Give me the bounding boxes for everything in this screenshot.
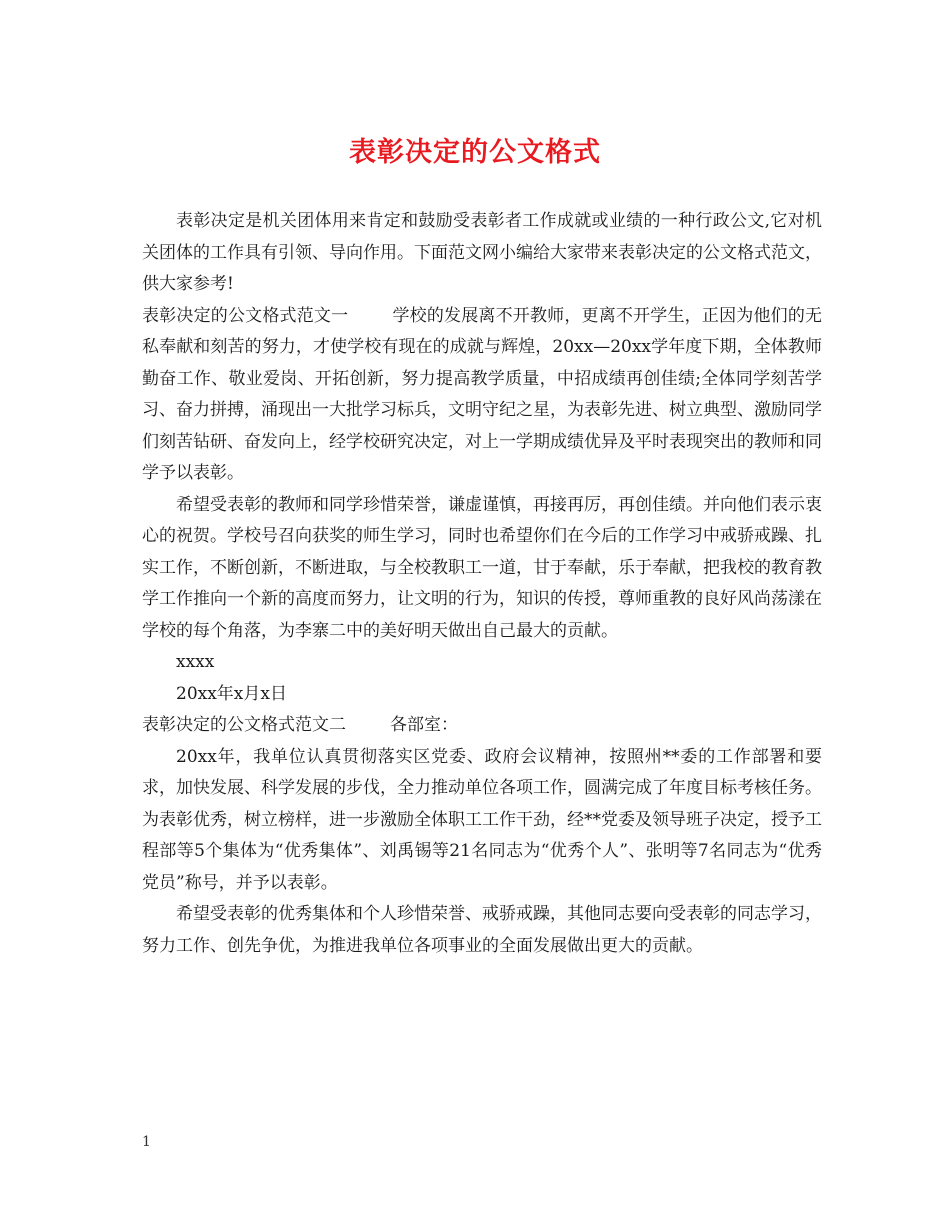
sample2-salutation: 各部室： (390, 715, 458, 735)
sample2-heading: 表彰决定的公文格式范文二 (142, 715, 346, 735)
sample1-signature: xxxx (176, 652, 215, 672)
sample1-heading: 表彰决定的公文格式范文一 (142, 305, 349, 326)
document-title: 表彰决定的公文格式 (349, 137, 601, 168)
sample1-first-paragraph: 学校的发展离不开教师，更离不开学生，正因为他们的无私奉献和刻苦的努力，才使学校有现在的成就与辉煌，20xx—20xx学年度下期，全体教师勤奋工作、敬业爱岗、开拓创新，努力提高教学质量，中招成绩再创佳绩;全体同学刻苦学习、奋力拼搏，涌现出一大批学习标兵，文明守纪之星，为表彰先进、树立典型、激励同学们刻苦钻研、奋发向上，经学校研究决定，对上一学期成绩优异及平时表现突出的教师和同学予以表彰。 (142, 305, 823, 483)
sample2-second-paragraph: 希望受表彰的优秀集体和个人珍惜荣誉、戒骄戒躁，其他同志要向受表彰的同志学习，努力工作、创先争优，为推进我单位各项事业的全面发展做出更大的贡献。 (142, 904, 822, 956)
sample2-section (142, 710, 822, 742)
sample2-first-paragraph: 20xx年，我单位认真贯彻落实区党委、政府会议精神，按照州**委的工作部署和要求，加快发展、科学发展的步伐，全力推动单位各项工作，圆满完成了年度目标考核任务。为表彰优秀，树立榜样，进一步激励全体职工工作干劲，经**党委及领导班子决定，授予工程部等5个集体为“优秀集体”、刘禹锡等21名同志为“优秀个人”、张明等7名同志为“优秀党员”称号，并予以表彰。 (142, 746, 822, 893)
page-number: 1 (142, 1134, 151, 1150)
document-body (142, 206, 822, 962)
sample1-second-paragraph: 希望受表彰的教师和同学珍惜荣誉，谦虚谨慎，再接再厉，再创佳绩。并向他们表示衷心的祝贺。学校号召向获奖的师生学习，同时也希望你们在今后的工作学习中戒骄戒躁、扎实工作，不断创新，不断进取，与全校教职工一道，甘于奉献，乐于奉献，把我校的教育教学工作推向一个新的高度而努力，让文明的行为，知识的传授，尊师重教的良好风尚荡漾在学校的每个角落，为李寨二中的美好明天做出自己最大的贡献。 (142, 494, 822, 641)
sample1-date: 20xx年x月x日 (176, 683, 287, 704)
sample1-section (142, 301, 822, 490)
intro-paragraph: 表彰决定是机关团体用来肯定和鼓励受表彰者工作成就或业绩的一种行政公文,它对机关团体的工作具有引领、导向作用。下面范文网小编给大家带来表彰决定的公文格式范文，供大家参考! (142, 211, 822, 294)
